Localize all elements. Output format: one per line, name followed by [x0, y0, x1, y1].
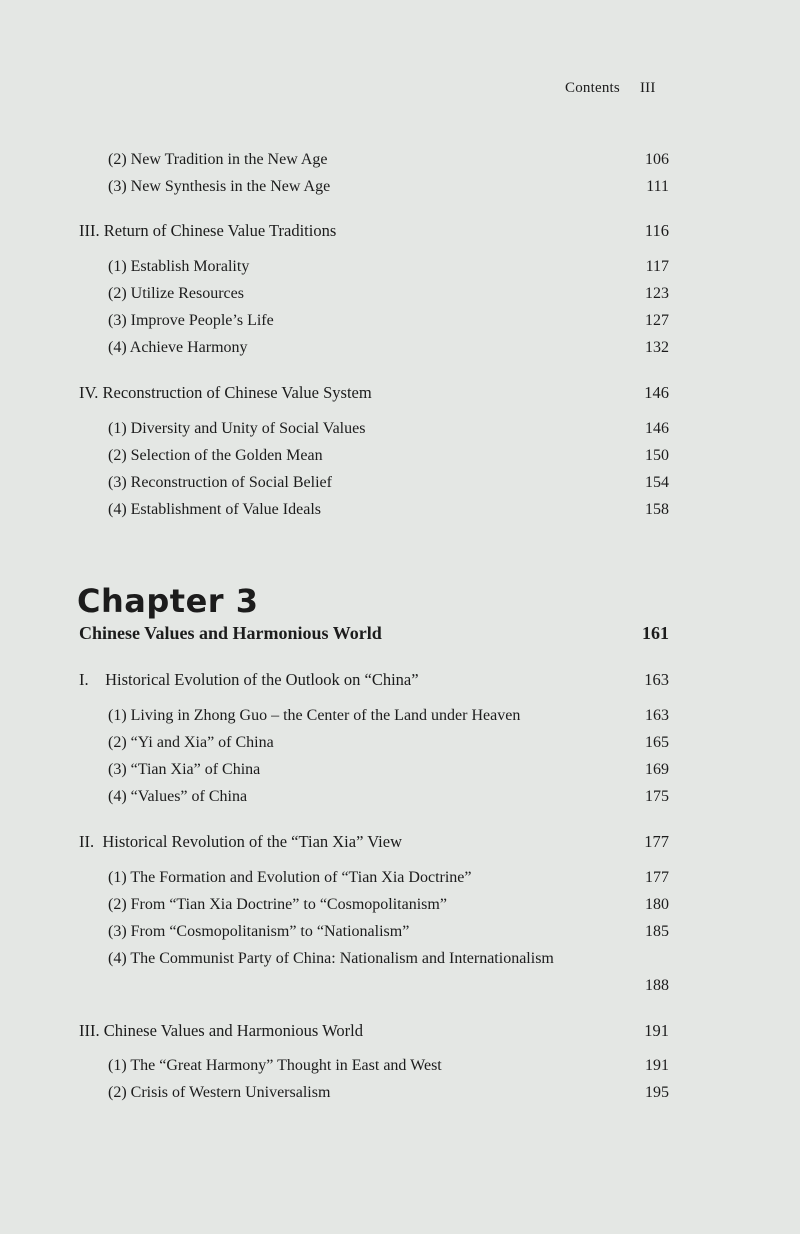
toc-section-title: IV. Reconstruction of Chinese Value System	[79, 383, 372, 402]
toc-entry-page: 158	[645, 501, 669, 518]
toc-entry-title: (1) Establish Morality	[108, 258, 250, 275]
toc-section-page: 163	[644, 670, 669, 689]
toc-entry	[108, 473, 669, 493]
toc-entry-page: 106	[645, 151, 669, 168]
toc-entry-title: (2) Crisis of Western Universalism	[108, 1084, 331, 1101]
toc-entry	[108, 257, 669, 277]
toc-entry-page: 188	[645, 977, 669, 994]
toc-entry	[108, 500, 669, 520]
toc-entry-title: (2) “Yi and Xia” of China	[108, 734, 274, 751]
toc-entry-page: 127	[645, 312, 669, 329]
toc-entry	[108, 922, 669, 942]
toc-entry	[108, 1083, 669, 1103]
header-page-number: III	[639, 80, 656, 96]
toc-entry	[108, 311, 669, 331]
toc-entry-title: (3) Improve People’s Life	[108, 312, 274, 329]
toc-entry-page: 154	[645, 474, 669, 491]
toc-entry-wrapped	[108, 949, 669, 969]
toc-entry-page: 180	[645, 896, 669, 913]
toc-entry-page: 175	[645, 788, 669, 805]
toc-entry	[108, 895, 669, 915]
toc-section-page: 177	[644, 832, 669, 851]
chapter-page: 161	[642, 623, 669, 643]
toc-entry	[108, 446, 669, 466]
toc-entry-page: 150	[645, 447, 669, 464]
toc-entry-title: (1) Diversity and Unity of Social Values	[108, 420, 366, 437]
toc-entry	[108, 733, 669, 753]
toc-entry	[108, 1056, 669, 1076]
toc-section-title: III. Return of Chinese Value Traditions	[79, 221, 337, 240]
toc-section	[79, 383, 669, 403]
toc-entry-page: 117	[645, 258, 669, 275]
toc-entry-title: (4) Achieve Harmony	[108, 339, 248, 356]
toc-entry-title: (2) Selection of the Golden Mean	[108, 447, 323, 464]
toc-entry-title: (4) The Communist Party of China: Nationalism and Internationalism	[108, 950, 554, 967]
toc-section-title: II. Historical Revolution of the “Tian Xia” View	[79, 832, 402, 851]
toc-entry-title: (1) The Formation and Evolution of “Tian Xia Doctrine”	[108, 869, 472, 886]
toc-entry	[108, 760, 669, 780]
toc-entry-title: (3) From “Cosmopolitanism” to “Nationalism”	[108, 923, 410, 940]
toc-entry-title: (3) “Tian Xia” of China	[108, 761, 261, 778]
toc-section-page: 191	[644, 1021, 669, 1040]
toc-section	[79, 670, 669, 690]
toc-entry-page: 169	[645, 761, 669, 778]
chapter-title: Chinese Values and Harmonious World	[79, 623, 382, 643]
toc-entry-title: (4) “Values” of China	[108, 788, 248, 805]
toc-entry-page: 132	[645, 339, 669, 356]
running-header	[565, 80, 656, 97]
header-label: Contents	[565, 80, 620, 96]
toc-entry	[108, 284, 669, 304]
toc-entry	[108, 150, 669, 170]
toc-section-page: 146	[644, 383, 669, 402]
toc-entry	[108, 868, 669, 888]
toc-entry-page: 185	[645, 923, 669, 940]
toc-entry-title: (1) Living in Zhong Guo – the Center of the Land under Heaven	[108, 707, 521, 724]
chapter-title-row	[79, 622, 669, 644]
toc-entry-title: (2) Utilize Resources	[108, 285, 244, 302]
toc-section	[79, 832, 669, 852]
toc-entry-page: 111	[646, 178, 669, 195]
toc-section-title: III. Chinese Values and Harmonious World	[79, 1021, 364, 1040]
toc-entry-title: (2) New Tradition in the New Age	[108, 151, 328, 168]
toc-entry	[108, 706, 669, 726]
toc-entry-page: 123	[645, 285, 669, 302]
toc-entry	[108, 419, 669, 439]
toc-section	[79, 1021, 669, 1041]
toc-entry-page: 146	[645, 420, 669, 437]
toc-entry-page: 163	[645, 707, 669, 724]
toc-section-page: 116	[644, 221, 669, 240]
toc-entry-page: 165	[645, 734, 669, 751]
toc-entry-title: (3) Reconstruction of Social Belief	[108, 474, 332, 491]
chapter-label: Chapter 3	[77, 582, 259, 620]
toc-entry-page: 177	[645, 869, 669, 886]
toc-entry-title: (4) Establishment of Value Ideals	[108, 501, 321, 518]
toc-entry-title: (1) The “Great Harmony” Thought in East and West	[108, 1057, 442, 1074]
toc-entry-page: 191	[645, 1057, 669, 1074]
toc-entry-title: (3) New Synthesis in the New Age	[108, 178, 331, 195]
toc-entry	[108, 787, 669, 807]
toc-section	[79, 221, 669, 241]
toc-entry	[108, 338, 669, 358]
toc-entry	[108, 177, 669, 197]
toc-section-title: I. Historical Evolution of the Outlook on “China”	[79, 670, 419, 689]
toc-entry-title: (2) From “Tian Xia Doctrine” to “Cosmopolitanism”	[108, 896, 447, 913]
toc-entry-page: 195	[645, 1084, 669, 1101]
